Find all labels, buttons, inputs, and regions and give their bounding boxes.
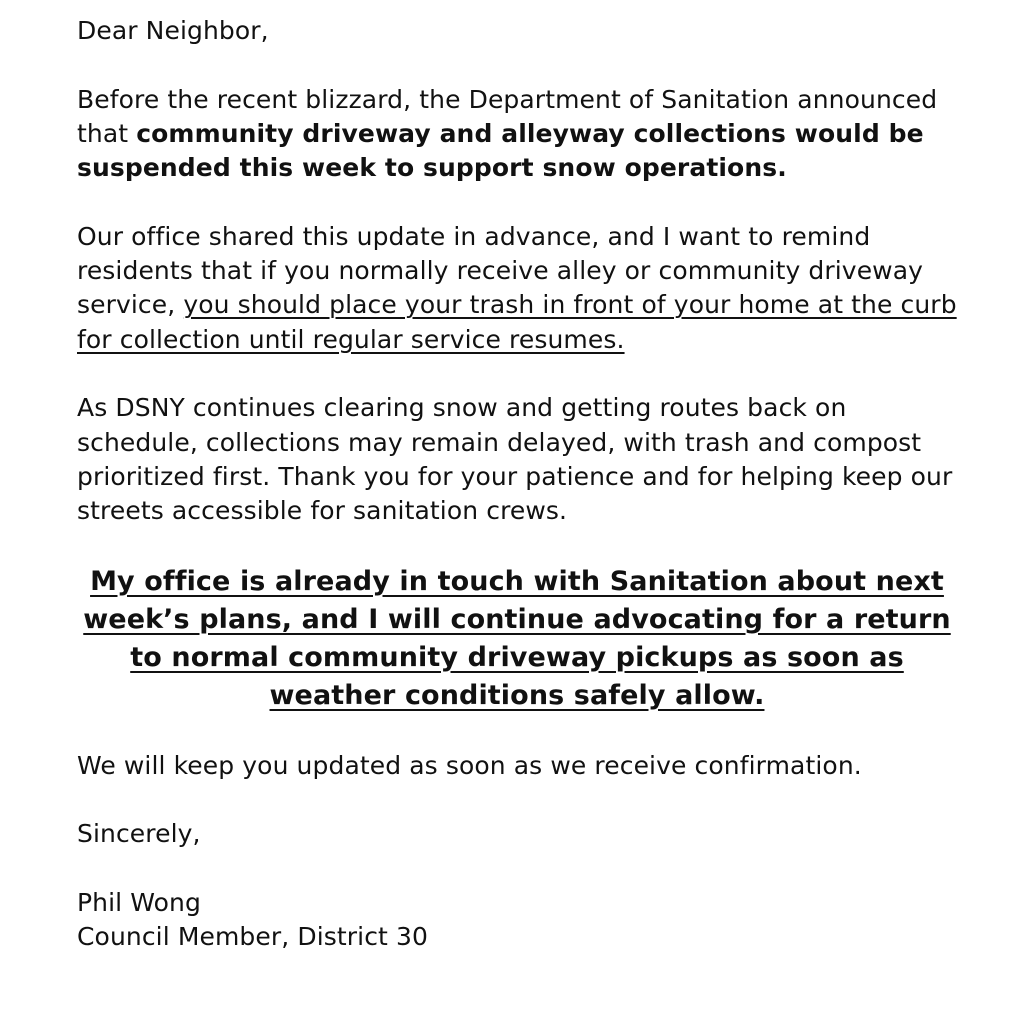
letter-body [77, 14, 957, 989]
paragraph-suspension-notice [77, 83, 957, 186]
greeting: Dear Neighbor, [77, 16, 269, 45]
paragraph-dsny-delays: As DSNY continues clearing snow and getting routes back on schedule, collections may remain delayed, with trash and compost prioritized first. Thank you for your patience and for helping keep our streets accessible for sanitation crews. [77, 393, 953, 526]
paragraph-curb-reminder [77, 220, 957, 357]
signature-name: Phil Wong [77, 887, 201, 917]
closing: Sincerely, [77, 819, 201, 849]
paragraph-curb-intro: Our office shared this update in advance, and I want to remind residents that if you normally receive alley or community driveway service, [77, 221, 924, 320]
update-note: We will keep you updated as soon as we receive confirmation. [77, 750, 862, 780]
suspension-bold-text: community driveway and alleyway collections would be suspended this week to support snow operations. [77, 118, 924, 183]
signature-block [77, 886, 957, 955]
advocacy-callout: My office is already in touch with Sanitation about next week’s plans, and I will continue advocating for a return to normal community driveway pickups as soon as weather conditions safely allow. [83, 565, 951, 711]
curb-instruction-underlined: you should place your trash in front of your home at the curb for collection until regular service resumes. [77, 290, 957, 354]
paragraph-suspension-intro: Before the recent blizzard, the Department of Sanitation announced that [77, 84, 938, 148]
signature-title: Council Member, District 30 [77, 922, 429, 952]
